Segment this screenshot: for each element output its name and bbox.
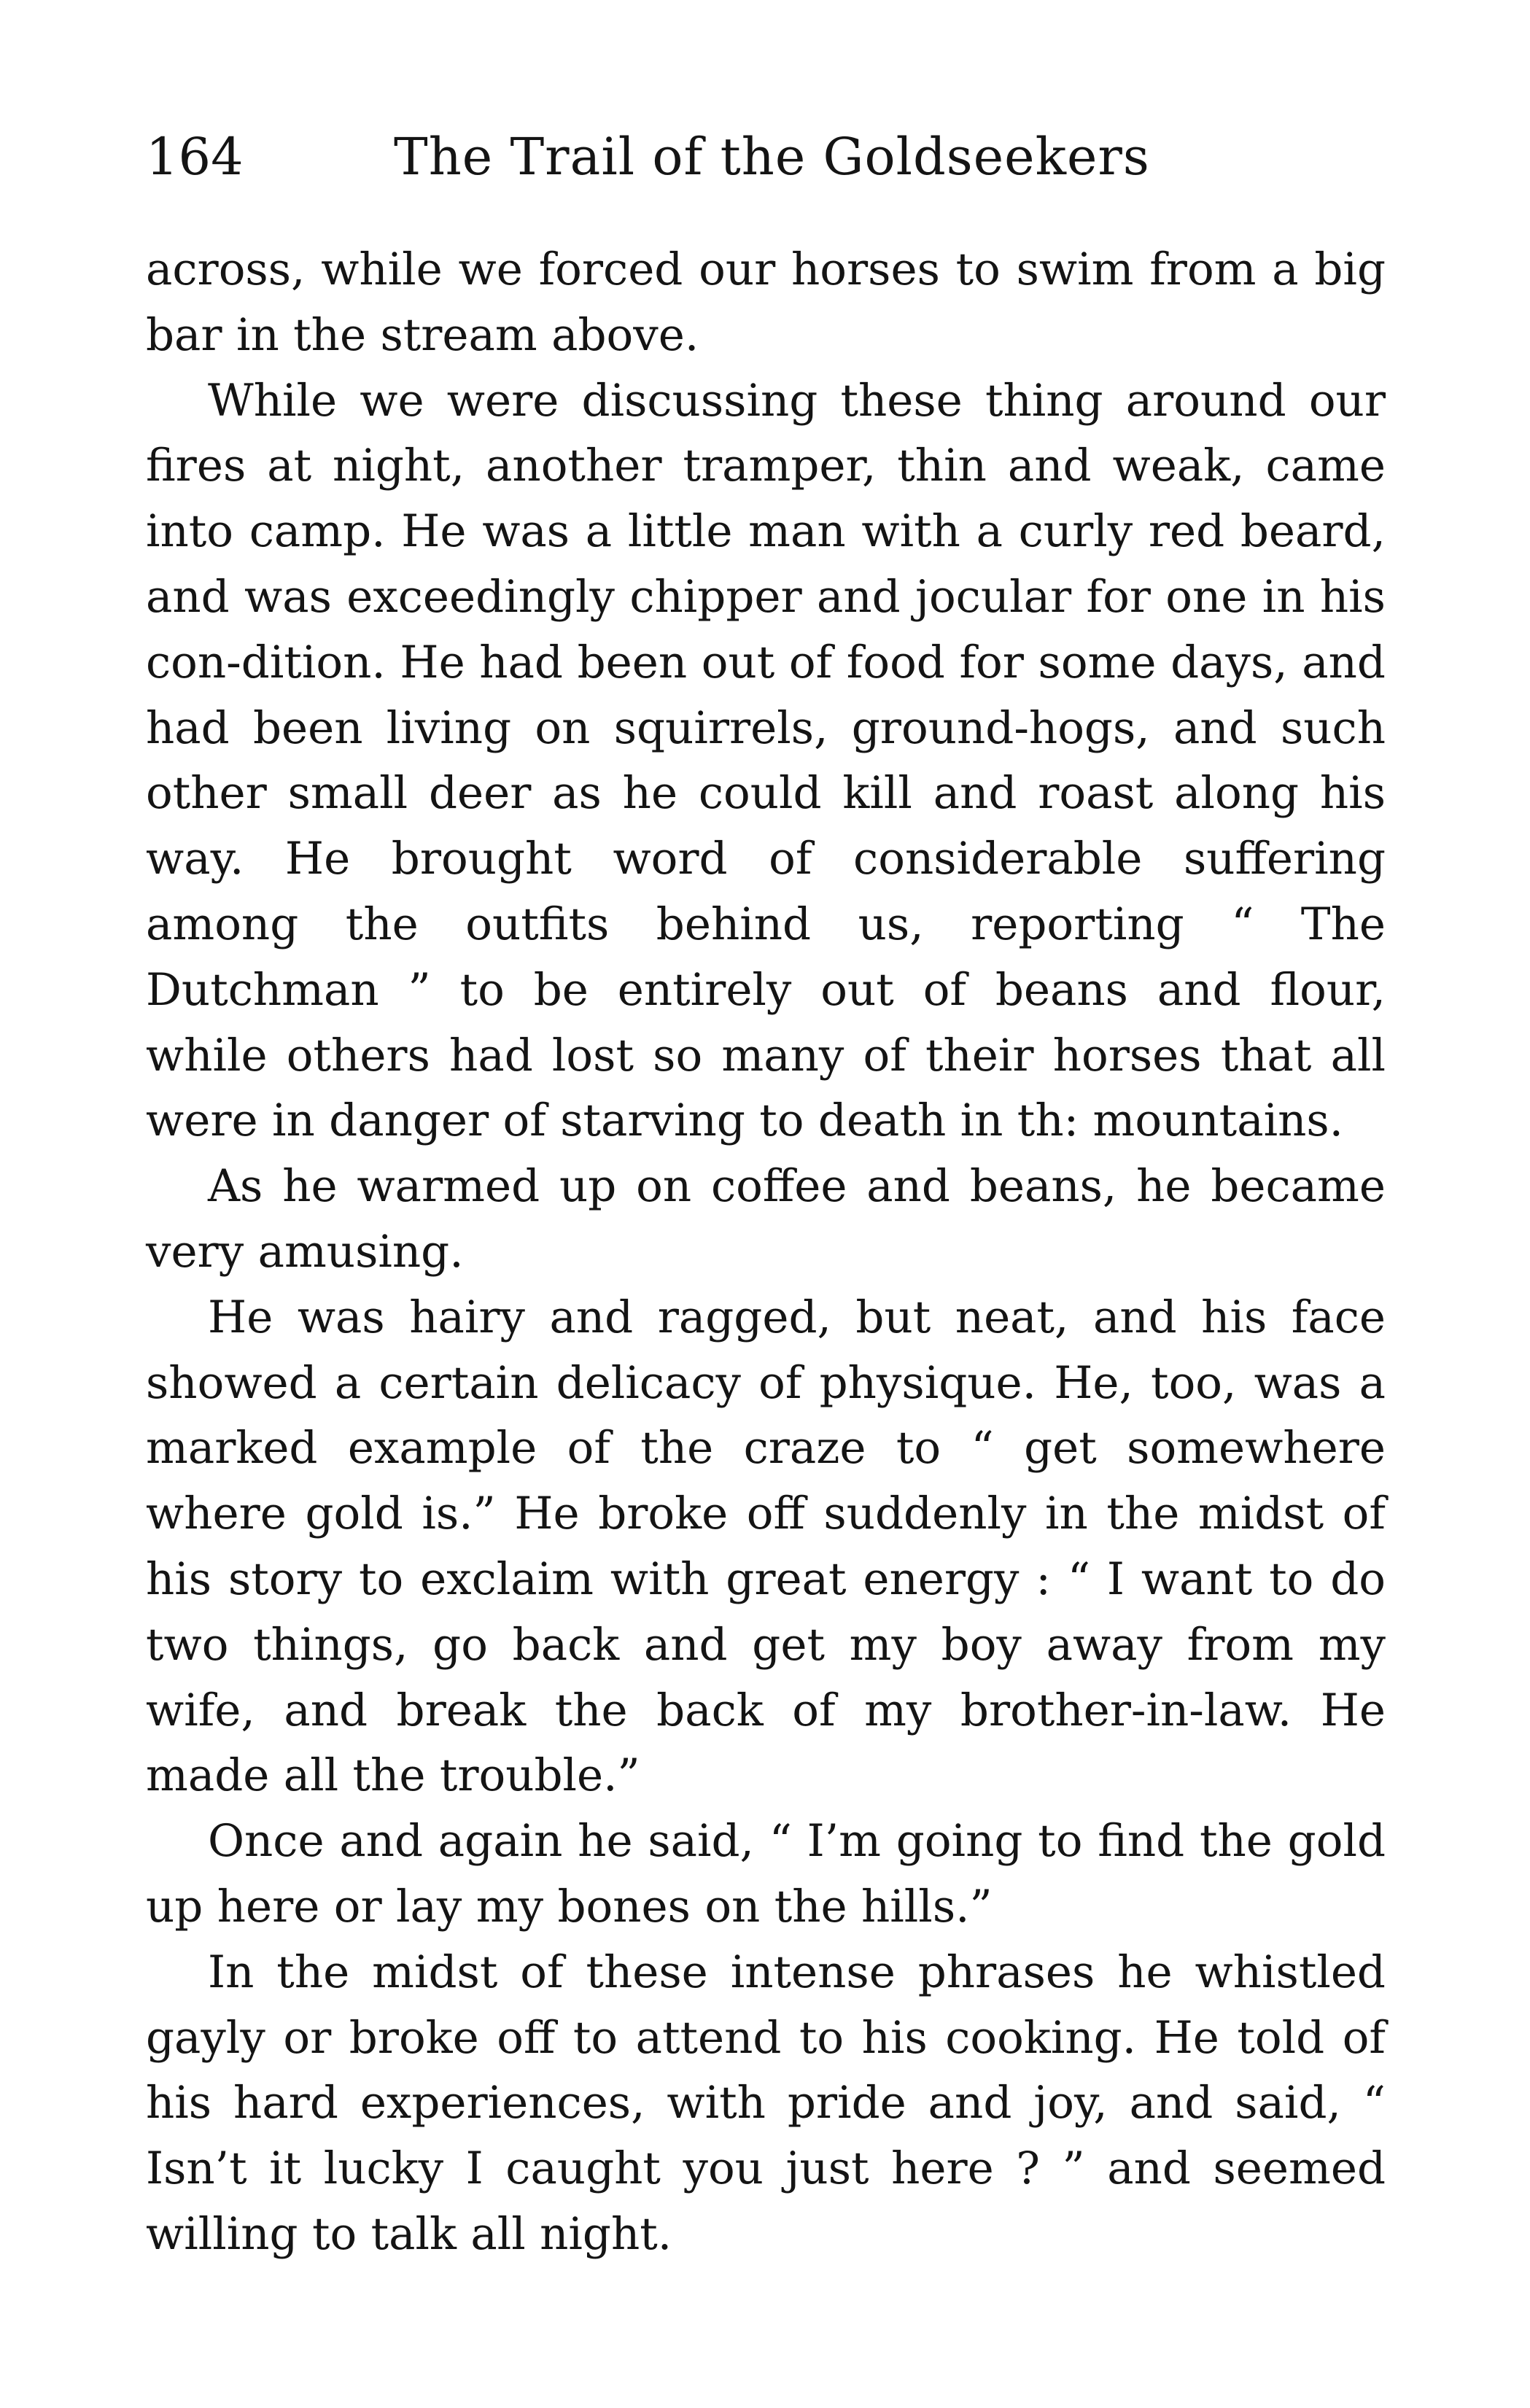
paragraph: Once and again he said, “ I’m going to find the gold up here or lay my bones on the hills.” bbox=[146, 1815, 1386, 1933]
paragraph: In the midst of these intense phrases he whistled gayly or broke off to attend to his cooking. He told of his hard experiences, with pride and joy, and said, “ Isn’t it lucky I caught you just here ? ” and seemed willing to talk all night. bbox=[146, 1946, 1386, 2260]
page-header bbox=[146, 117, 1386, 197]
paragraph: While we were discussing these thing around our fires at night, another tramper, thin and weak, came into camp. He was a little man with a curly red beard, and was exceedingly chipper and jocular for one in his con-dition. He had been out of food for some days, and had been living on squirrels, ground-hogs, and such other small deer as he could kill and roast along his way. He brought word of considerable suffering among the outfits behind us, reporting “ The Dutchman ” to be entirely out of beans and flour, while others had lost so many of their horses that all were in danger of starving to death in th: mountains. bbox=[146, 374, 1386, 1147]
page-number: 164 bbox=[146, 127, 244, 187]
running-title: The Trail of the Goldseekers bbox=[394, 127, 1150, 187]
paragraph: As he warmed up on coffee and beans, he became very amusing. bbox=[146, 1160, 1386, 1278]
paragraph: He was hairy and ragged, but neat, and his face showed a certain delicacy of physique. He, too, was a marked example of the craze to “ get somewhere where gold is.” He broke off suddenly in the midst of his story to exclaim with great energy : “ I want to do two things, go back and get my boy away from my wife, and break the back of my brother-in-law. He made all the trouble.” bbox=[146, 1291, 1386, 1802]
paragraph-continuation: across, while we forced our horses to swim from a big bar in the stream above. bbox=[146, 244, 1386, 361]
body-text bbox=[146, 237, 1386, 2267]
